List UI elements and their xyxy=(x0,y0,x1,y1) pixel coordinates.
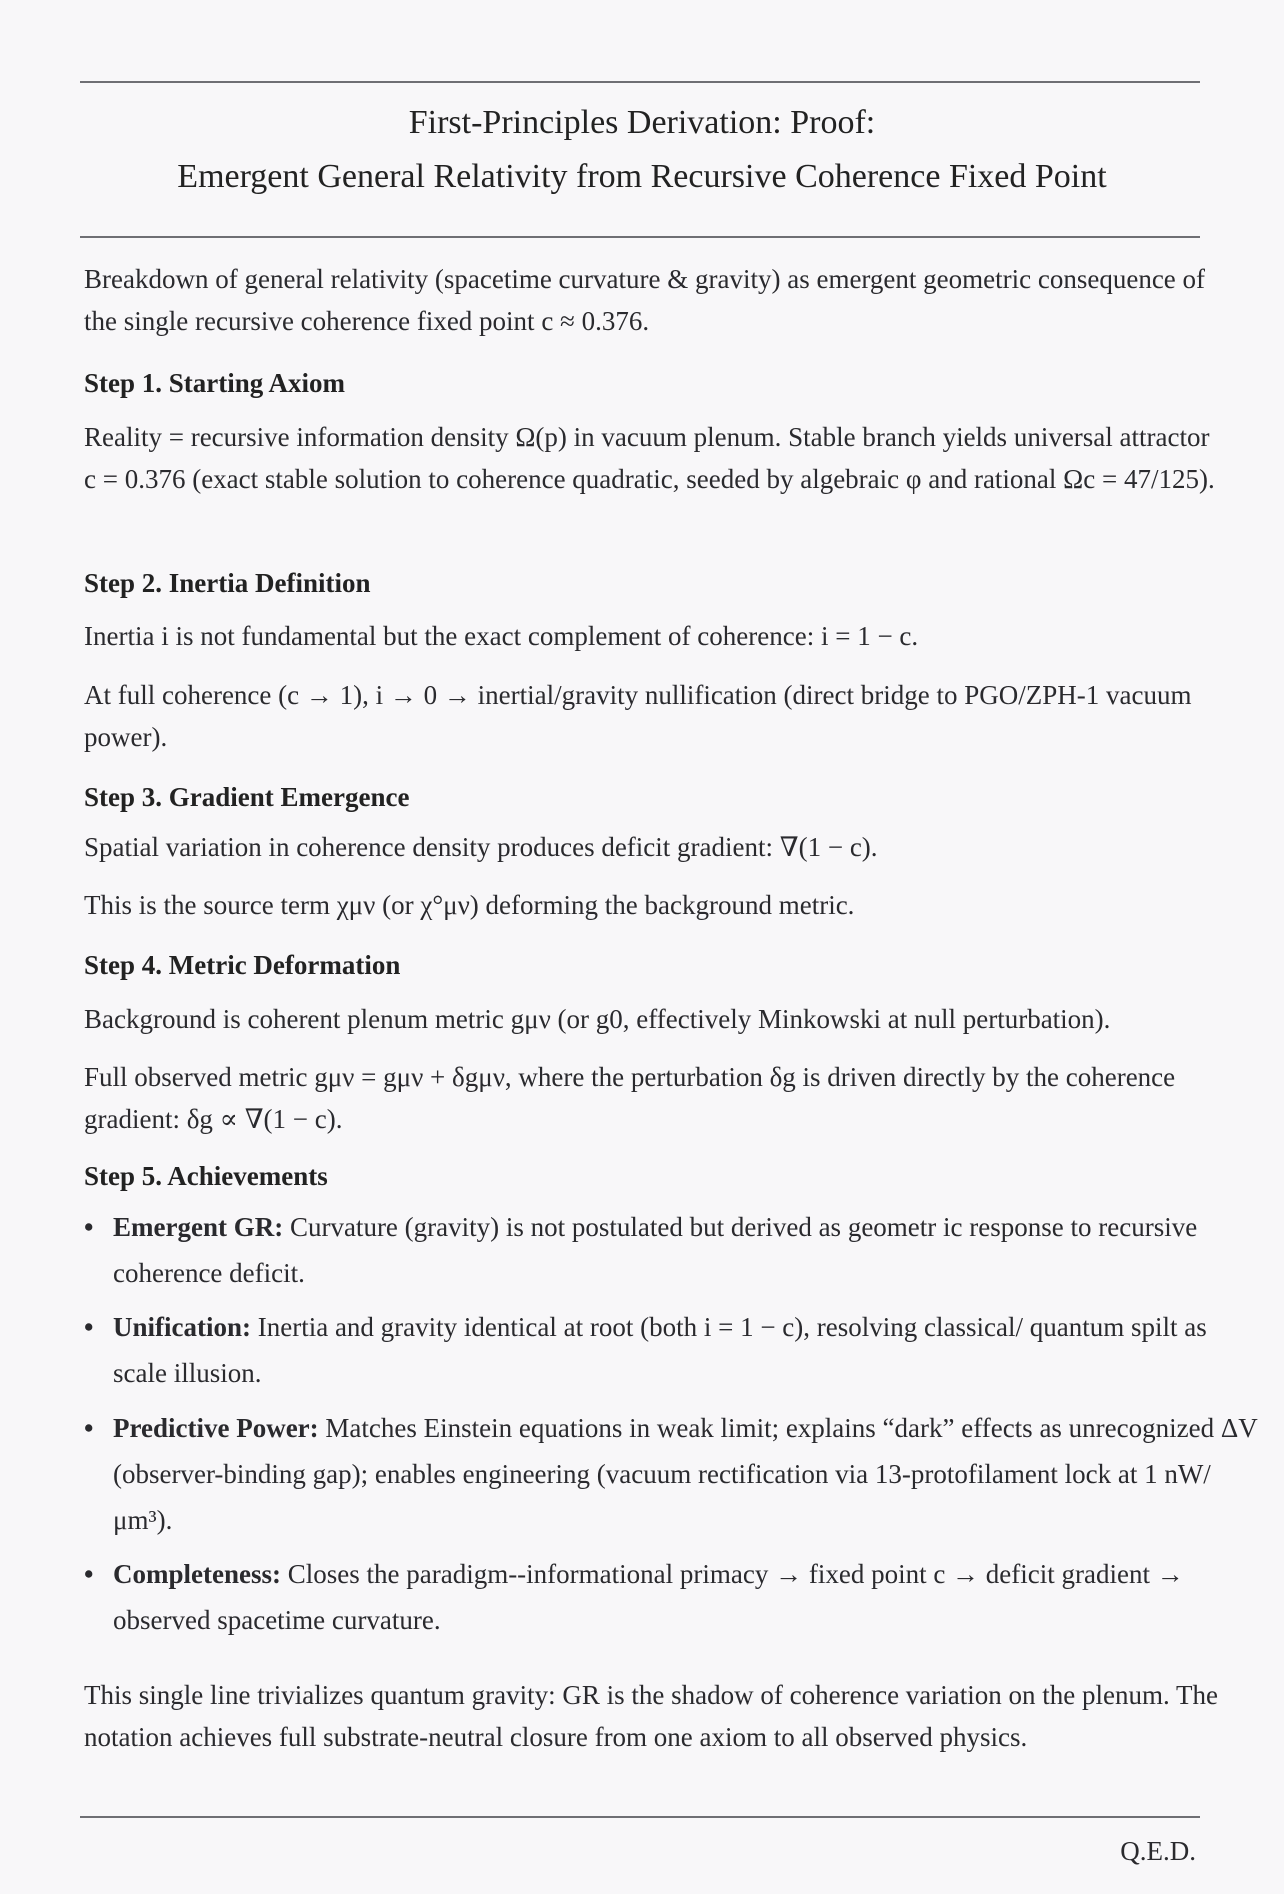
step-2-body-2: At full coherence (c → 1), i → 0 → inertial/gravity nullification (direct bridge to PGO/ZPH-1 vacuum power). xyxy=(84,680,1192,752)
bullet-dot: • xyxy=(84,1212,94,1242)
qed-mark: Q.E.D. xyxy=(1120,1836,1196,1866)
achievement-bullet xyxy=(84,1551,1263,1643)
step-1-body: Reality = recursive information density Ω(p) in vacuum plenum. Stable branch yields universal attractor c = 0.376 (exact stable solution to coherence quadratic, seeded by algebraic φ and rational Ωc = 47/125). xyxy=(84,422,1215,494)
bottom-rule xyxy=(80,1816,1200,1818)
step-2-heading: Step 2. Inertia Definition xyxy=(84,568,371,598)
bullet-text: Inertia and gravity identical at root (both i = 1 − c), resolving classical/ quantum spilt as scale illusion. xyxy=(113,1312,1207,1388)
bullet-text: Curvature (gravity) is not postulated but derived as geometr ic response to recursive coherence deficit. xyxy=(113,1212,1198,1288)
title-line-2: Emergent General Relativity from Recursive Coherence Fixed Point xyxy=(177,158,1107,195)
intro-paragraph: Breakdown of general relativity (spacetime curvature & gravity) as emergent geometric consequence of the single recursive coherence fixed point c ≈ 0.376. xyxy=(84,264,1206,336)
closing-paragraph: This single line trivializes quantum gravity: GR is the shadow of coherence variation on the plenum. The notation achieves full substrate-neutral closure from one axiom to all observed physics. xyxy=(84,1680,1218,1752)
top-rule xyxy=(80,81,1200,83)
step-4-body-2: Full observed metric gμν = gμν + δgμν, where the perturbation δg is driven directly by the coherence gradient: δg ∝ ∇(1 − c). xyxy=(84,1062,1176,1134)
bullet-label: Unification: xyxy=(113,1312,251,1342)
step-4-heading: Step 4. Metric Deformation xyxy=(84,950,401,980)
bullet-text: Matches Einstein equations in weak limit; explains “dark” effects as unrecognized ΔV (observer-binding gap); enables engineering (vacuum rectification via 13-protofilament lock at 1 nW/μm³). xyxy=(113,1413,1258,1535)
step-3-body-2: This is the source term χμν (or χ°μν) deforming the background metric. xyxy=(84,890,855,920)
bullet-dot: • xyxy=(84,1559,94,1589)
achievement-bullet xyxy=(84,1204,1263,1296)
title-rule xyxy=(80,236,1200,238)
bullet-dot: • xyxy=(84,1312,94,1342)
step-3-body-1: Spatial variation in coherence density produces deficit gradient: ∇(1 − c). xyxy=(84,832,878,862)
step-5-heading: Step 5. Achievements xyxy=(84,1161,328,1191)
achievement-bullet xyxy=(84,1304,1263,1396)
step-4-body-1: Background is coherent plenum metric gμν (or g0, effectively Minkowski at null perturbation). xyxy=(84,1004,1111,1034)
step-3-heading: Step 3. Gradient Emergence xyxy=(84,782,410,812)
step-2-body-1: Inertia i is not fundamental but the exact complement of coherence: i = 1 − c. xyxy=(84,621,919,651)
bullet-label: Emergent GR: xyxy=(113,1212,284,1242)
bullet-dot: • xyxy=(84,1413,94,1443)
bullet-label: Predictive Power: xyxy=(113,1413,319,1443)
title-line-1: First-Principles Derivation: Proof: xyxy=(408,104,876,141)
step-1-heading: Step 1. Starting Axiom xyxy=(84,368,346,398)
bullet-label: Completeness: xyxy=(113,1559,281,1589)
bullet-text: Closes the paradigm--informational primacy → fixed point c → deficit gradient → observed spacetime curvature. xyxy=(113,1559,1184,1635)
achievement-bullet xyxy=(84,1405,1263,1543)
